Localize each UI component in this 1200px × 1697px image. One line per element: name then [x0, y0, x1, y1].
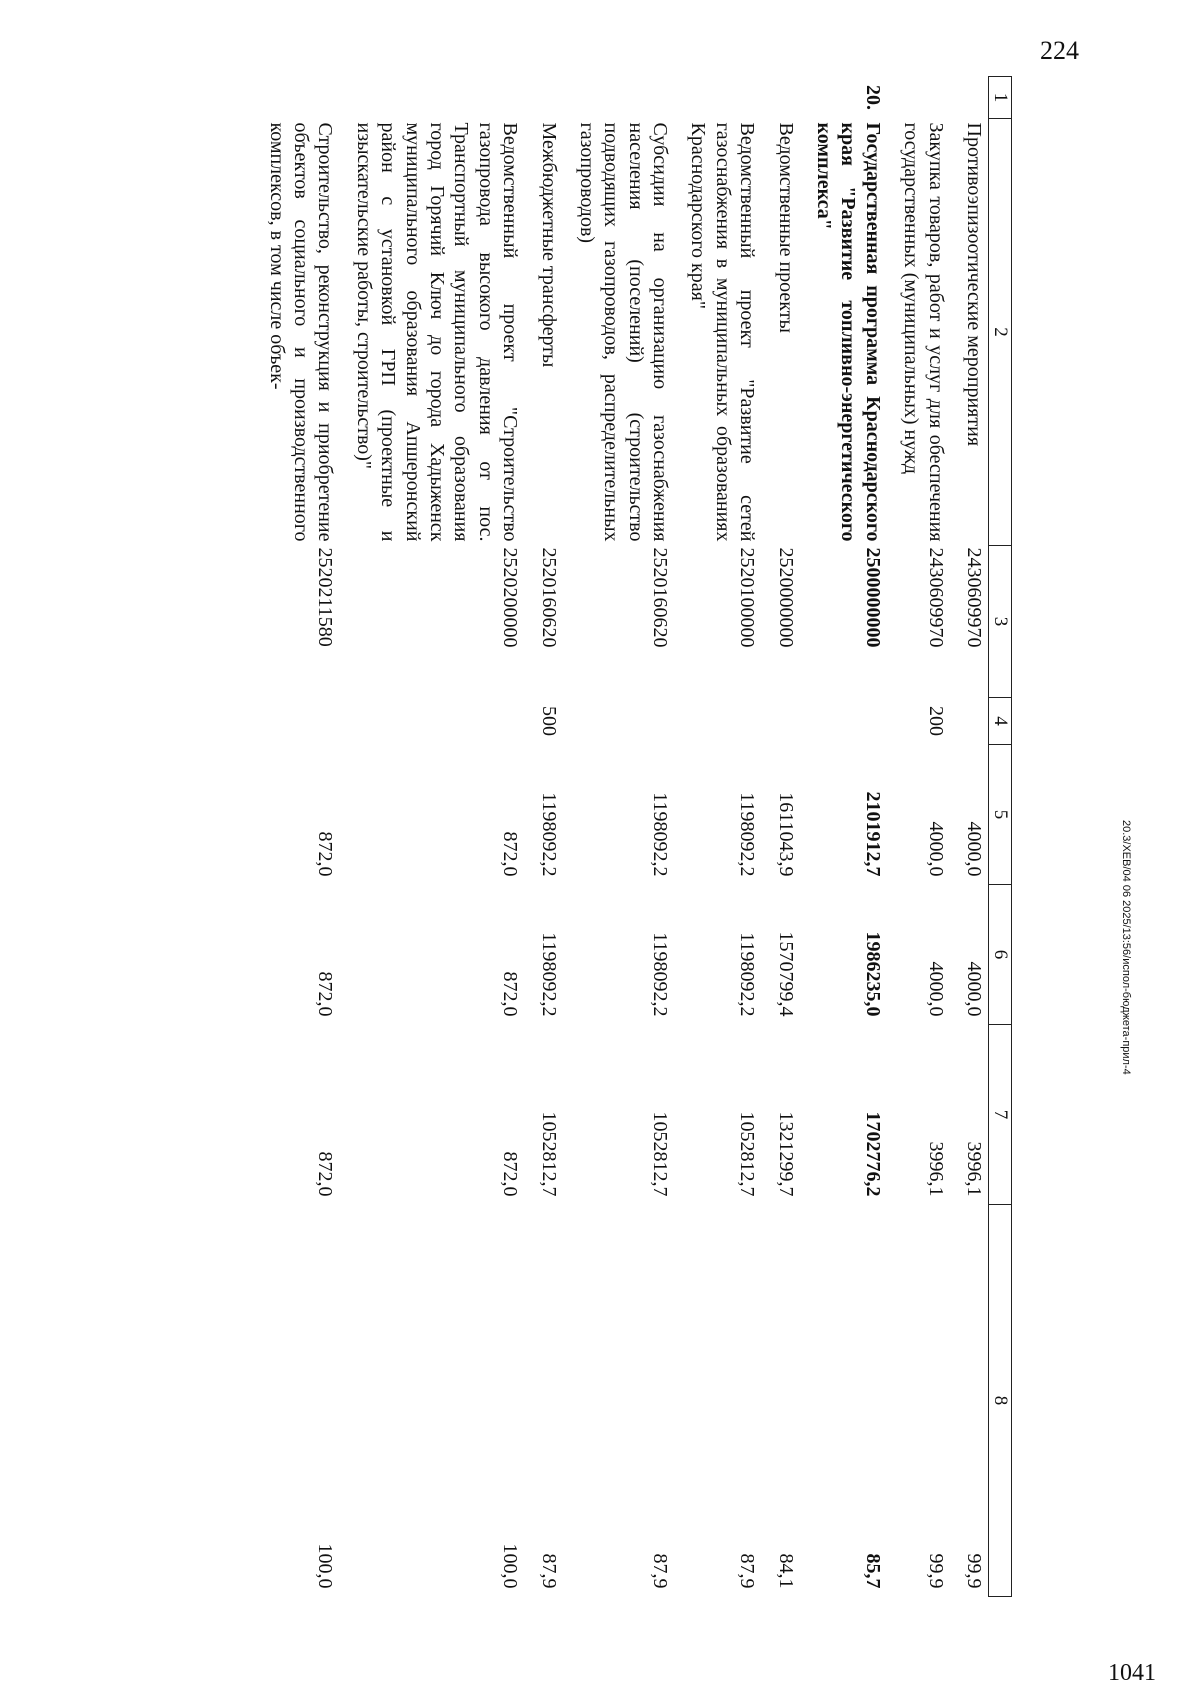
column-header: 1	[989, 77, 1012, 119]
row-value-6: 4000,0	[924, 961, 947, 1017]
bottom-page-number: 1041	[1108, 1660, 1156, 1686]
table-row	[339, 77, 524, 1597]
row-value-6: 1198092,2	[649, 932, 672, 1017]
row-value-7: 3996,1	[963, 1141, 985, 1197]
table-row	[800, 77, 887, 1597]
table-header-row	[989, 77, 1012, 1597]
row-type: 200	[924, 706, 947, 736]
row-name: Противоэпизоотические мероприятия	[963, 122, 985, 447]
row-value-8: 99,9	[924, 1553, 947, 1589]
row-code: 2500000000	[861, 547, 884, 648]
row-value-8: 100,0	[499, 1543, 522, 1589]
row-name: Государственная программа Краснодарского края "Развитие топливно-энергетического комплекса"	[813, 122, 884, 542]
row-value-6: 1986235,0	[861, 931, 884, 1017]
row-type	[252, 698, 339, 745]
footer-reference: 20.3/ХЕВ/04 06 2025/13:56/испол-бюджета-прил-4	[1120, 820, 1132, 1075]
row-value-8: 87,9	[736, 1553, 759, 1589]
row-value-7: 872,0	[499, 1151, 522, 1197]
row-name: Ведомственные проекты	[774, 122, 797, 333]
row-name: Строительство, реконструкция и приобретение объектов социального и производственного комплексов, в том числе объек-	[265, 122, 337, 542]
row-code: 2520160620	[649, 547, 672, 648]
row-value-5: 1198092,2	[649, 792, 672, 877]
column-header: 8	[989, 1205, 1012, 1597]
row-value-7: 1052812,7	[537, 1111, 560, 1197]
row-type	[800, 698, 887, 745]
column-header: 5	[989, 745, 1012, 885]
row-value-6: 1570799,4	[774, 931, 797, 1017]
column-header: 7	[989, 1025, 1012, 1205]
row-name: Ведомственный проект "Строительство газопровода высокого давления от пос. Транспортный муниципального образования город Горячий Ключ до города Хадыженск муниципального образования Апшеронский район с установкой ГРП (проектные и изыскательские работы, строительство)"	[352, 122, 522, 542]
row-value-7: 1702776,2	[861, 1111, 884, 1197]
budget-table	[252, 76, 1012, 1597]
row-value-5: 1198092,2	[736, 792, 759, 877]
row-value-8: 100,0	[314, 1543, 337, 1589]
row-value-5: 1198092,2	[537, 792, 560, 877]
row-type: 500	[537, 706, 560, 736]
row-type	[339, 698, 524, 745]
row-name: Субсидии на организацию газоснабжения населения (поселений) (строительство подводящих газопроводов, распределительных газопроводов)	[575, 122, 672, 542]
row-type	[563, 698, 675, 745]
row-value-5: 4000,0	[924, 821, 947, 877]
row-value-8: 85,7	[861, 1553, 884, 1589]
row-value-5: 4000,0	[963, 821, 985, 877]
table-row	[524, 77, 562, 1597]
row-value-6: 4000,0	[963, 961, 985, 1017]
row-value-7: 3996,1	[924, 1141, 947, 1197]
table-body	[252, 77, 988, 1597]
column-header: 6	[989, 885, 1012, 1025]
row-index	[950, 77, 989, 119]
row-index	[524, 77, 562, 119]
row-value-5: 872,0	[499, 831, 522, 877]
row-index	[563, 77, 675, 119]
rotated-table-container	[162, 76, 1012, 1596]
row-value-7: 1321299,7	[774, 1111, 797, 1197]
row-value-7: 1052812,7	[736, 1111, 759, 1197]
row-index	[674, 77, 761, 119]
row-type	[950, 698, 989, 745]
row-code: 2430609970	[963, 547, 985, 648]
row-value-7: 872,0	[314, 1151, 337, 1197]
table-row	[674, 77, 761, 1597]
row-name: Межбюджетные трансферты	[537, 122, 560, 368]
row-value-8: 99,9	[963, 1553, 985, 1589]
row-type	[674, 698, 761, 745]
row-name: Ведомственный проект "Развитие сетей газоснабжения в муниципальных образованиях Краснодарского края"	[687, 122, 759, 542]
row-value-8: 87,9	[537, 1553, 560, 1589]
row-code: 2520160620	[537, 547, 560, 648]
row-code: 2520100000	[736, 547, 759, 648]
row-value-6: 872,0	[499, 971, 522, 1017]
table-row	[887, 77, 950, 1597]
column-header: 4	[989, 698, 1012, 745]
row-value-5: 1611043,9	[774, 792, 797, 877]
row-index	[761, 77, 799, 119]
column-header: 2	[989, 119, 1012, 546]
row-index	[339, 77, 524, 119]
table-row	[252, 77, 339, 1597]
row-code: 2520211580	[314, 547, 337, 647]
row-value-8: 84,1	[774, 1553, 797, 1589]
row-index	[887, 77, 950, 119]
row-code: 2430609970	[924, 547, 947, 648]
row-value-6: 872,0	[314, 971, 337, 1017]
row-value-7: 1052812,7	[649, 1111, 672, 1197]
table-row	[950, 77, 989, 1597]
row-index	[252, 77, 339, 119]
page-number: 224	[1040, 36, 1079, 65]
row-value-6: 1198092,2	[537, 932, 560, 1017]
row-name: Закупка товаров, работ и услуг для обеспечения государственных (муниципальных) нужд	[900, 122, 947, 542]
row-code: 2520000000	[774, 547, 797, 648]
row-value-6: 1198092,2	[736, 932, 759, 1017]
column-header: 3	[989, 546, 1012, 698]
table-row	[563, 77, 675, 1597]
row-value-5: 872,0	[314, 831, 337, 877]
row-value-5: 2101912,7	[861, 791, 884, 877]
row-type	[761, 698, 799, 745]
row-index: 20.	[861, 85, 884, 110]
row-code: 2520200000	[499, 547, 522, 648]
row-value-8: 87,9	[649, 1553, 672, 1589]
table-row	[761, 77, 799, 1597]
